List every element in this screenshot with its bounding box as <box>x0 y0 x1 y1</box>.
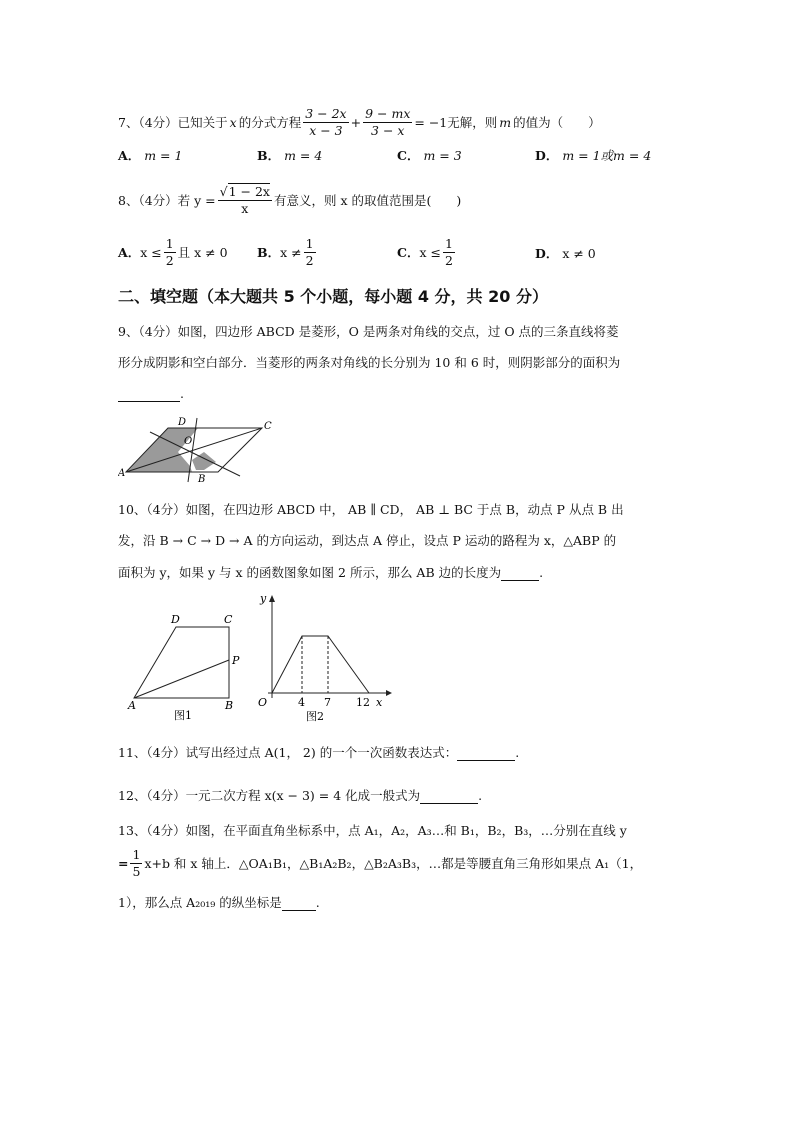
q13-line-1: 13、（4分）如图，在平面直角坐标系中，点 A₁，A₂，A₃…和 B₁，B₂，B₃，…分别在直线 y <box>118 823 627 838</box>
q10-fig2-label-o: O <box>258 696 268 709</box>
q7-option-a[interactable]: A． m = 1 <box>118 148 183 163</box>
q7-plus: + <box>350 114 362 130</box>
q8-frac-den: x <box>241 200 249 216</box>
q7-mid: 的分式方程 <box>238 115 302 130</box>
q10-fig1-trapezoid <box>134 627 229 698</box>
q10-fig1-label-c: C <box>224 613 233 626</box>
q13-answer-blank[interactable] <box>282 895 316 911</box>
q7-frac2-den: 3 − x <box>371 122 405 138</box>
q8-prefix: 8、（4分）若 y = <box>118 193 216 208</box>
q9-label-d: D <box>178 417 187 428</box>
q12-stem: 12、（4分）一元二次方程 x(x − 3) = 4 化成一般式为 . <box>118 788 483 803</box>
q9-label-c: C <box>264 421 272 432</box>
q10-fig2-tick-4: 4 <box>298 696 305 709</box>
q10-figure-1 <box>124 610 254 725</box>
q9-line-1: 9、（4分）如图，四边形 ABCD 是菱形，O 是两条对角线的交点，过 O 点的三条直线将菱 <box>118 324 619 339</box>
q11-stem: 11、（4分）试写出经过点 A(1， 2) 的一个一次函数表达式： . <box>118 745 520 760</box>
q7-frac1-num: 3 − 2x <box>305 105 347 121</box>
q10-fig1-segment-ap <box>134 660 229 698</box>
q7-tail1: 无解，则 <box>447 115 498 130</box>
q9-label-a: A <box>118 468 126 479</box>
q10-fig2-tick-7: 7 <box>324 696 331 709</box>
q10-fig1-caption: 图1 <box>174 709 192 722</box>
section-2-title: 二、填空题（本大题共 5 个小题，每小题 4 分，共 20 分） <box>118 287 548 306</box>
q9-line-3: . <box>118 386 184 402</box>
q8-option-d[interactable]: D． x ≠ 0 <box>535 246 596 261</box>
q8-option-c[interactable]: C． x ≤ $\frac{1}{2}$ <box>397 235 453 268</box>
q9-answer-blank[interactable] <box>118 386 180 402</box>
q10-fig1-label-p: P <box>232 654 240 667</box>
q8-sqrt-radicand: 1 − 2x <box>228 183 270 199</box>
q8-fraction: $\frac{√1 - 2x}{x}$ <box>219 183 270 216</box>
q9-line-2: 形分成阴影和空白部分．当菱形的两条对角线的长分别为 10 和 6 时，则阴影部分的面积为 <box>118 355 621 370</box>
q8-option-a[interactable]: A． x ≤ $\frac{1}{2}$ 且 x ≠ 0 <box>118 235 228 268</box>
q7-stem <box>118 104 601 140</box>
q7-rhs: = −1 <box>414 114 448 130</box>
q9-rhombus-figure <box>118 412 278 487</box>
q10-fig1-label-d: D <box>171 613 180 626</box>
q10-fig1-label-b: B <box>225 699 234 712</box>
q9-label-o: O <box>184 436 193 447</box>
q7-var-x: x <box>229 114 237 130</box>
q10-fig1-label-a: A <box>128 699 136 712</box>
q7-frac1-den: x − 3 <box>309 122 343 138</box>
q10-line-2: 发，沿 B → C → D → A 的方向运动，到达点 A 停止，设点 P 运动的路程为 x，△ABP 的 <box>118 533 617 548</box>
q7-fraction-1 <box>303 106 348 139</box>
q10-line-1: 10、（4分）如图，在四边形 ABCD 中， AB ∥ CD， AB ⊥ BC 于点 B，动点 P 从点 B 出 <box>118 502 624 517</box>
q7-option-b[interactable]: B． m = 4 <box>257 148 323 163</box>
q7-prefix: 7、（4分）已知关于 <box>118 115 228 130</box>
q10-fig2-x-arrow <box>386 690 392 696</box>
q10-fig2-caption: 图2 <box>306 710 324 723</box>
q10-fig2-graph <box>272 636 369 693</box>
q10-figure-2 <box>252 590 392 725</box>
q13-line-3: 1），那么点 A₂₀₁₉ 的纵坐标是 . <box>118 895 320 910</box>
q7-fraction-2 <box>363 106 412 139</box>
q11-answer-blank[interactable] <box>457 745 515 761</box>
q7-tail2: 的值为（ ） <box>513 115 601 130</box>
q8-option-b[interactable]: B． x ≠ $\frac{1}{2}$ <box>257 235 314 268</box>
q7-option-c[interactable]: C． m = 3 <box>397 148 462 163</box>
q12-answer-blank[interactable] <box>420 788 478 804</box>
q10-fig2-tick-12: 12 <box>356 696 370 709</box>
q10-fig2-label-x: x <box>376 696 383 709</box>
q7-option-d[interactable]: D． m = 1或m = 4 <box>535 148 652 163</box>
q10-fig2-y-arrow <box>269 595 275 602</box>
q7-var-m: m <box>499 114 512 130</box>
q8-tail: 有意义，则 x 的取值范围是( ) <box>274 193 462 208</box>
q7-frac2-num: 9 − mx <box>365 105 411 121</box>
q13-line-2: = $\frac{1}{5}$ x+b 和 x 轴上．△OA₁B₁，△B₁A₂B₂，△B₂A₃B₃，…都是等腰直角三角形如果点 A₁（1， <box>118 846 643 879</box>
q9-label-b: B <box>198 474 206 485</box>
q10-answer-blank[interactable] <box>501 565 539 581</box>
q13-fraction: $\frac{1}{5}$ <box>132 846 141 879</box>
q10-fig2-label-y: y <box>260 592 267 605</box>
q8-stem <box>118 180 461 220</box>
q10-line-3: 面积为 y，如果 y 与 x 的函数图象如图 2 所示，那么 AB 边的长度为 . <box>118 565 544 580</box>
